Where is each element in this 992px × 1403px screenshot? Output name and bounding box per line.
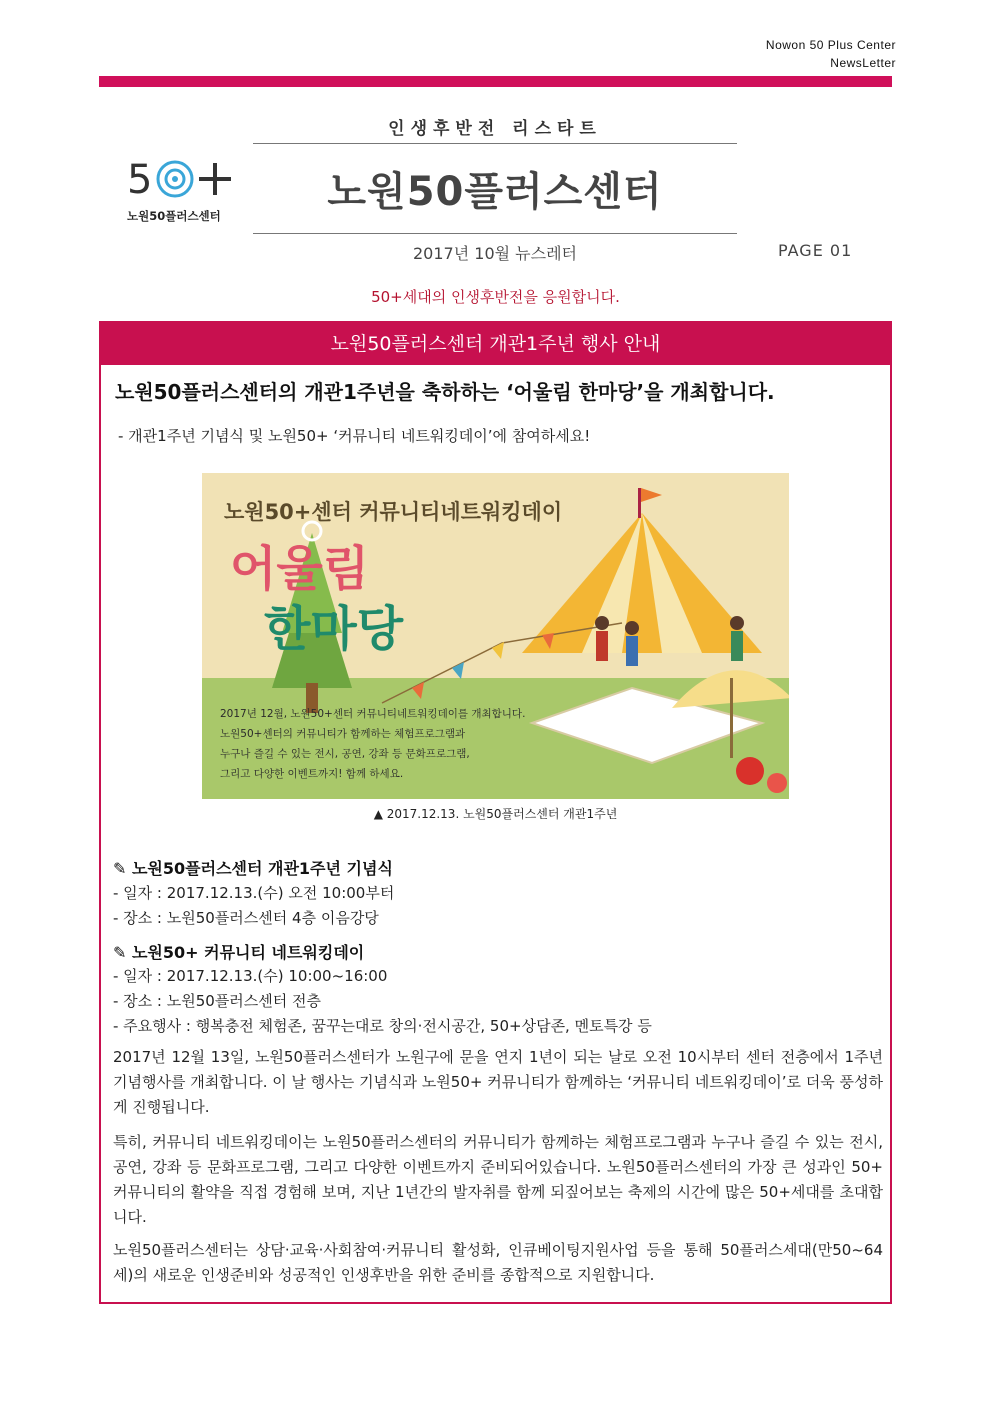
body-paragraph: 2017년 12월 13일, 노원50플러스센터가 노원구에 문을 연지 1년이 되는 날로 오전 10시부터 센터 전층에서 1주년 기념행사를 개최합니다. 이 날 행사는 기념식과 노원50+ 커뮤니티가 함께하는 ‘커뮤니티 네트워킹데이’로 더욱 풍성하게 진행됩니다. xyxy=(113,1048,883,1116)
center-name: 노원50플러스센터 xyxy=(327,169,663,215)
section-banner: 노원50플러스센터 개관1주년 행사 안내 xyxy=(101,323,890,365)
flower-icon xyxy=(736,757,764,785)
poster-big-line1: 어울림 xyxy=(230,541,370,597)
article-subline: - 개관1주년 기념식 및 노원50+ ‘커뮤니티 네트워킹데이’에 참여하세요! xyxy=(118,427,591,445)
page-number: PAGE 01 xyxy=(778,241,853,260)
event-item: - 장소 : 노원50플러스센터 4층 이음강당 xyxy=(113,909,379,927)
svg-text:5: 5 xyxy=(127,157,153,203)
event-item: - 장소 : 노원50플러스센터 전층 xyxy=(113,992,322,1010)
event-poster xyxy=(202,473,789,799)
body-paragraph: 노원50플러스센터는 상담·교육·사회참여·커뮤니티 활성화, 인큐베이팅지원사업 등을 통해 50플러스세대(만50~64세)의 새로운 인생준비와 성공적인 인생후반을 위한 준비를 종합적으로 지원합니다. xyxy=(113,1241,883,1284)
slogan: 50+세대의 인생후반전을 응원합니다. xyxy=(371,288,620,306)
issue-label: 2017년 10월 뉴스레터 xyxy=(413,244,577,263)
header-rule-bottom xyxy=(253,233,737,234)
body-paragraph: 특히, 커뮤니티 네트워킹데이는 노원50플러스센터의 커뮤니티가 함께하는 체험프로그램과 누구나 즐길 수 있는 전시, 공연, 강좌 등 문화프로그램, 그리고 다양한 이벤트까지 준비되어있습니다. 노원50플러스센터의 가장 큰 성과인 50+ 커뮤니티의 활약을 직접 경험해 보며, 지난 1년간의 발자취를 함께 되짚어보는 축제의 시간에 많은 50+세대를 초대합니다. xyxy=(113,1133,883,1226)
event-title-ceremony: ✎ 노원50플러스센터 개관1주년 기념식 xyxy=(113,859,393,878)
logo-mark-icon xyxy=(127,155,242,205)
header-org xyxy=(766,36,896,72)
header-rule-top xyxy=(253,143,737,144)
event-title-networking: ✎ 노원50+ 커뮤니티 네트워킹데이 xyxy=(113,943,365,962)
org-en-name: Nowon 50 Plus Center xyxy=(765,38,896,52)
doc-type: NewsLetter xyxy=(830,56,896,70)
poster-desc-line: 2017년 12월, 노원50+센터 커뮤니티네트워킹데이를 개최합니다. xyxy=(220,708,526,720)
event-item: - 주요행사 : 행복충전 체험존, 꿈꾸는대로 창의·전시공간, 50+상담존, 멘토특강 등 xyxy=(113,1017,652,1035)
logo xyxy=(127,155,242,230)
poster-desc-line: 누구나 즐길 수 있는 전시, 공연, 강좌 등 문화프로그램, xyxy=(220,748,470,760)
event-item: - 일자 : 2017.12.13.(수) 오전 10:00부터 xyxy=(113,884,395,902)
tagline: 인생후반전 리스타트 xyxy=(388,119,602,139)
poster-desc-line: 그리고 다양한 이벤트까지! 함께 하세요. xyxy=(220,768,404,780)
poster-desc-line: 노원50+센터의 커뮤니티가 함께하는 체험프로그램과 xyxy=(220,728,466,740)
poster-illustration xyxy=(202,473,789,799)
person-icon xyxy=(595,616,609,630)
top-accent-bar xyxy=(99,76,892,87)
poster-big-line2: 한마당 xyxy=(264,601,404,657)
event-item: - 일자 : 2017.12.13.(수) 10:00~16:00 xyxy=(113,967,388,985)
logo-label: 노원50플러스센터 xyxy=(127,209,221,223)
article-headline: 노원50플러스센터의 개관1주년을 축하하는 ‘어울림 한마당’을 개최합니다. xyxy=(115,380,775,404)
poster-title: 노원50+센터 커뮤니티네트워킹데이 xyxy=(224,500,563,524)
poster-caption: ▲ 2017.12.13. 노원50플러스센터 개관1주년 xyxy=(373,807,618,821)
